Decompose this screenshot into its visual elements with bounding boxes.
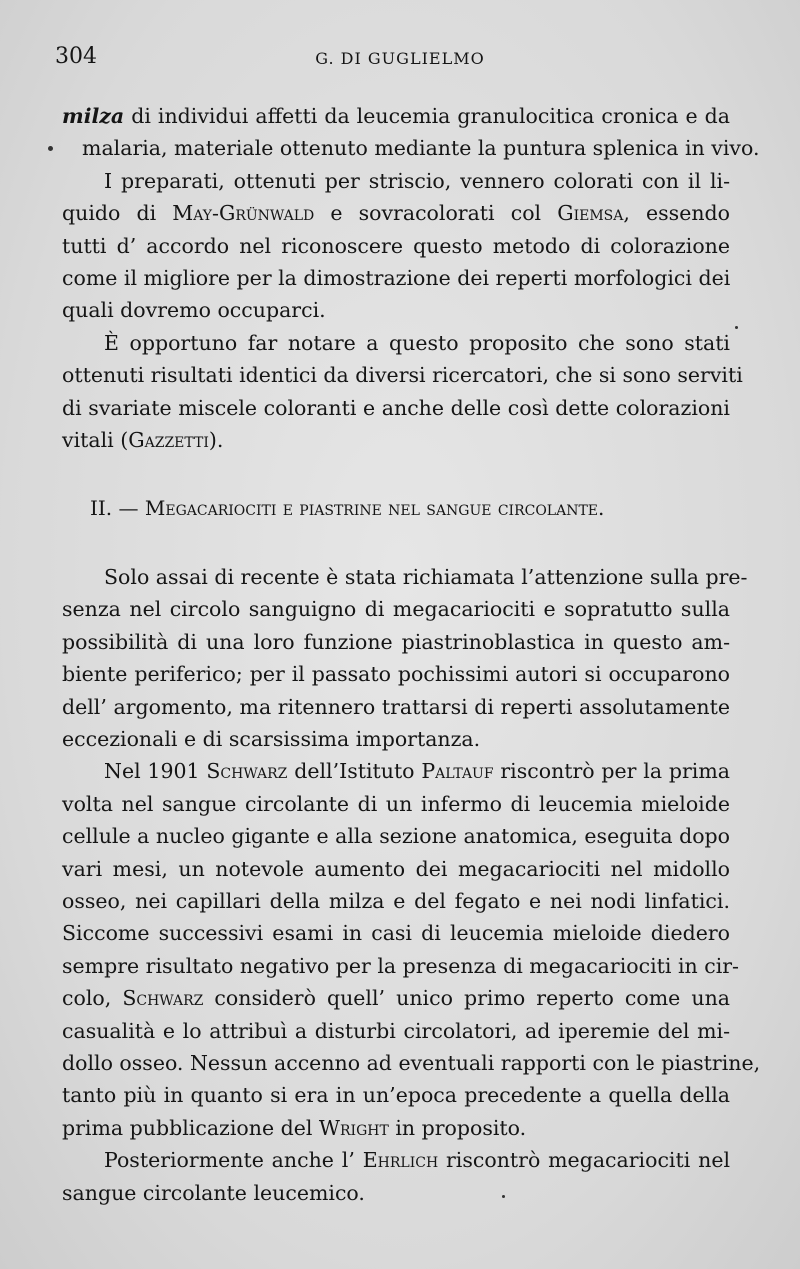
text-line: Posteriormente anche l’ Ehrlich riscontrò megacariociti nel <box>104 1148 731 1173</box>
text-line: tutti d’ accordo nel riconoscere questo metodo di colorazione <box>62 233 730 258</box>
text-line: vari mesi, un notevole aumento dei megacariociti nel midollo <box>62 856 730 881</box>
ink-speck <box>502 1195 505 1198</box>
author-name: Ehrlich <box>362 1148 439 1173</box>
paragraph-5 <box>62 755 761 1144</box>
paragraph-3 <box>62 327 743 457</box>
text-line: come il migliore per la dimostrazione dei reperti morfologici dei <box>62 266 731 291</box>
text-line: Siccome successivi esami in casi di leucemia mieloide diedero <box>62 921 730 946</box>
paragraph-4 <box>62 561 748 755</box>
text-line: ottenuti risultati identici da diversi ricercatori, che si sono serviti <box>62 363 743 388</box>
text-line: È opportuno far notare a questo proposito che sono stati <box>104 330 730 355</box>
ink-speck <box>48 146 53 151</box>
section-number: II. <box>90 496 113 521</box>
text-line: Solo assai di recente è stata richiamata l’attenzione sulla pre- <box>104 564 748 589</box>
text-line: dell’ argomento, ma ritennero trattarsi di reperti assolutamente <box>62 694 730 719</box>
author-name: Giemsa <box>557 201 624 226</box>
text-line: biente periferico; per il passato pochissimi autori si occuparono <box>62 662 730 687</box>
italic-word: milza <box>62 104 125 128</box>
text-line: quali dovremo occuparci. <box>62 298 326 323</box>
body-text <box>62 100 761 1209</box>
author-name: Gazzetti <box>128 428 209 453</box>
text-line: quido di May-Grünwald e sovracolorati col Giemsa, essendo <box>62 201 730 226</box>
author-name: Paltauf <box>421 759 494 784</box>
text-line: senza nel circolo sanguigno di megacariociti e sopratutto sulla <box>62 597 730 622</box>
author-name: Schwarz <box>122 986 204 1011</box>
text-line: possibilità di una loro funzione piastrinoblastica in questo am- <box>62 629 730 654</box>
page-header <box>0 40 800 80</box>
author-name: May-Grünwald <box>172 201 315 226</box>
author-name: Wright <box>318 1115 389 1140</box>
ink-speck <box>735 326 738 329</box>
text-line: tanto più in quanto si era in un’epoca precedente a quella della <box>62 1083 730 1108</box>
text-line: colo, Schwarz considerò quell’ unico primo reperto come una <box>62 986 730 1011</box>
running-head: G. DI GUGLIELMO <box>315 49 485 68</box>
author-name: Schwarz <box>206 759 288 784</box>
text-line: Nel 1901 Schwarz dell’Istituto Paltauf riscontrò per la prima <box>104 759 730 784</box>
text-line: osseo, nei capillari della milza e del fegato e nei nodi linfatici. <box>62 888 730 913</box>
text-line: casualità e lo attribuì a disturbi circolatori, ad iperemie del mi- <box>62 1018 730 1043</box>
text-line: di svariate miscele coloranti e anche delle così dette colorazioni <box>62 395 730 420</box>
text-line: milza di individui affetti da leucemia granulocitica cronica e da <box>62 104 730 128</box>
paragraph-2 <box>62 165 730 327</box>
text-line: cellule a nucleo gigante e alla sezione anatomica, eseguita dopo <box>62 824 730 849</box>
text-line: vitali (Gazzetti). <box>62 428 224 453</box>
text-line: malaria, materiale ottenuto mediante la puntura splenica in vivo. <box>82 136 760 161</box>
paragraph-6 <box>62 1144 730 1209</box>
text-line: sempre risultato negativo per la presenza di megacariociti in cir- <box>62 953 739 978</box>
page-number: 304 <box>55 44 97 69</box>
section-title: Megacariociti e piastrine nel sangue circolante. <box>144 496 605 521</box>
paragraph-1 <box>62 100 760 165</box>
text-line: sangue circolante leucemico. <box>62 1180 365 1205</box>
text-line: I preparati, ottenuti per striscio, vennero colorati con il li- <box>104 168 730 193</box>
text-line: eccezionali e di scarsissima importanza. <box>62 726 481 751</box>
text-line: volta nel sangue circolante di un infermo di leucemia mieloide <box>62 791 730 816</box>
section-heading: II. — Megacariociti e piastrine nel sangue circolante. <box>90 496 605 521</box>
text-line: prima pubblicazione del Wright in proposito. <box>62 1115 527 1140</box>
text-line: dollo osseo. Nessun accenno ad eventuali rapporti con le piastrine, <box>62 1050 761 1075</box>
